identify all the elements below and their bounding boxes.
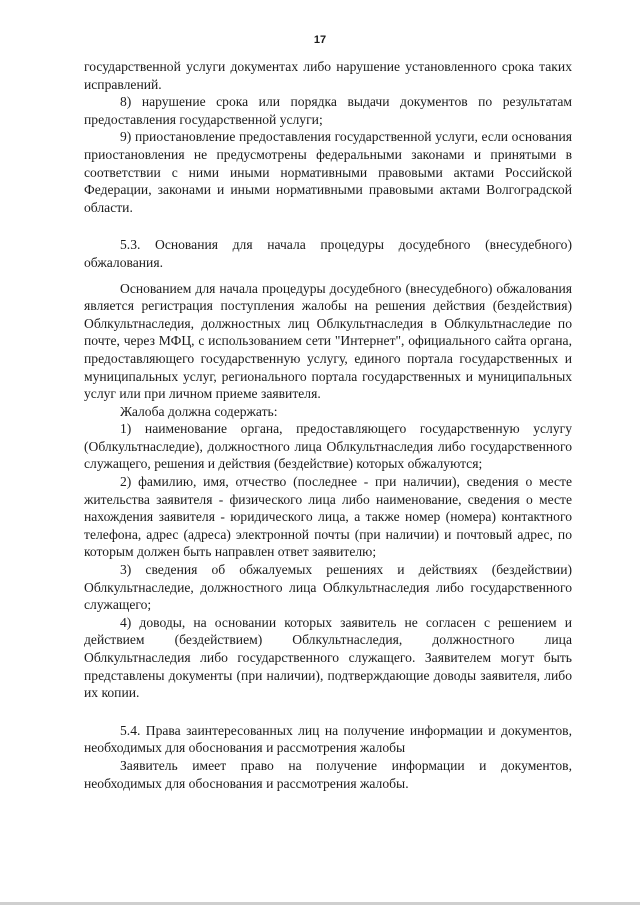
paragraph: Жалоба должна содержать: [120, 403, 278, 419]
paragraph: Заявитель имеет право на получение информации и документов, необходимых для обоснования и рассмотрения жалобы. [84, 757, 572, 791]
page-number: 17 [313, 34, 327, 46]
section-heading: 5.4. Права заинтересованных лиц на получение информации и документов, необходимых для обоснования и рассмотрения жалобы [84, 722, 572, 756]
list-item: 9) приостановление предоставления государственной услуги, если основания приостановления не предусмотрены федеральными законами и принятыми в соответствии с ними иными нормативными правовыми актами Российской Федерации, законами и иными нормативными правовыми актами Волгоградской области. [84, 129, 572, 215]
list-item: 3) сведения об обжалуемых решениях и действиях (бездействии) Облкультнаследие, должностного лица Облкультнаследия либо государственного служащего; [84, 562, 572, 613]
section-heading: 5.3. Основания для начала процедуры досудебного (внесудебного) обжалования. [84, 237, 572, 270]
paragraph: государственной услуги документах либо нарушение установленного срока таких исправлений. [84, 59, 572, 92]
document-body [84, 58, 572, 792]
list-item: 1) наименование органа, предоставляющего государственную услугу (Облкультнаследие), должностного лица Облкультнаследия либо государственного служащего, решения и действия (бездействие) которых обжалуются; [84, 421, 572, 472]
list-item: 8) нарушение срока или порядка выдачи документов по результатам предоставления государственной услуги; [84, 94, 572, 127]
list-item: 2) фамилию, имя, отчество (последнее - при наличии), сведения о месте жительства заявителя - физического лица либо наименование, сведения о месте нахождения заявителя - юридического лица, а также номер (номера) контактного телефона, адрес (адреса) электронной почты (при наличии) и почтовый адрес, по которым должен быть направлен ответ заявителю; [84, 474, 572, 560]
paragraph: Основанием для начала процедуры досудебного (внесудебного) обжалования является регистрация поступления жалобы на решения действия (бездействия) Облкультнаследия, должностных лиц Облкультнаследия в Облкультнаследие по почте, через МФЦ, с использованием сети "Интернет", официального сайта органа, предоставляющего государственную услугу, единого портала государственных и муниципальных услуг, регионального портала государственных и муниципальных услуг или при личном приеме заявителя. [84, 280, 572, 402]
list-item: 4) доводы, на основании которых заявитель не согласен с решением и действием (бездействием) Облкультнаследия, должностного лица Облкультнаследия либо государственного служащего. Заявителем могут быть представлены документы (при наличии), подтверждающие доводы заявителя, либо их копии. [84, 614, 572, 701]
